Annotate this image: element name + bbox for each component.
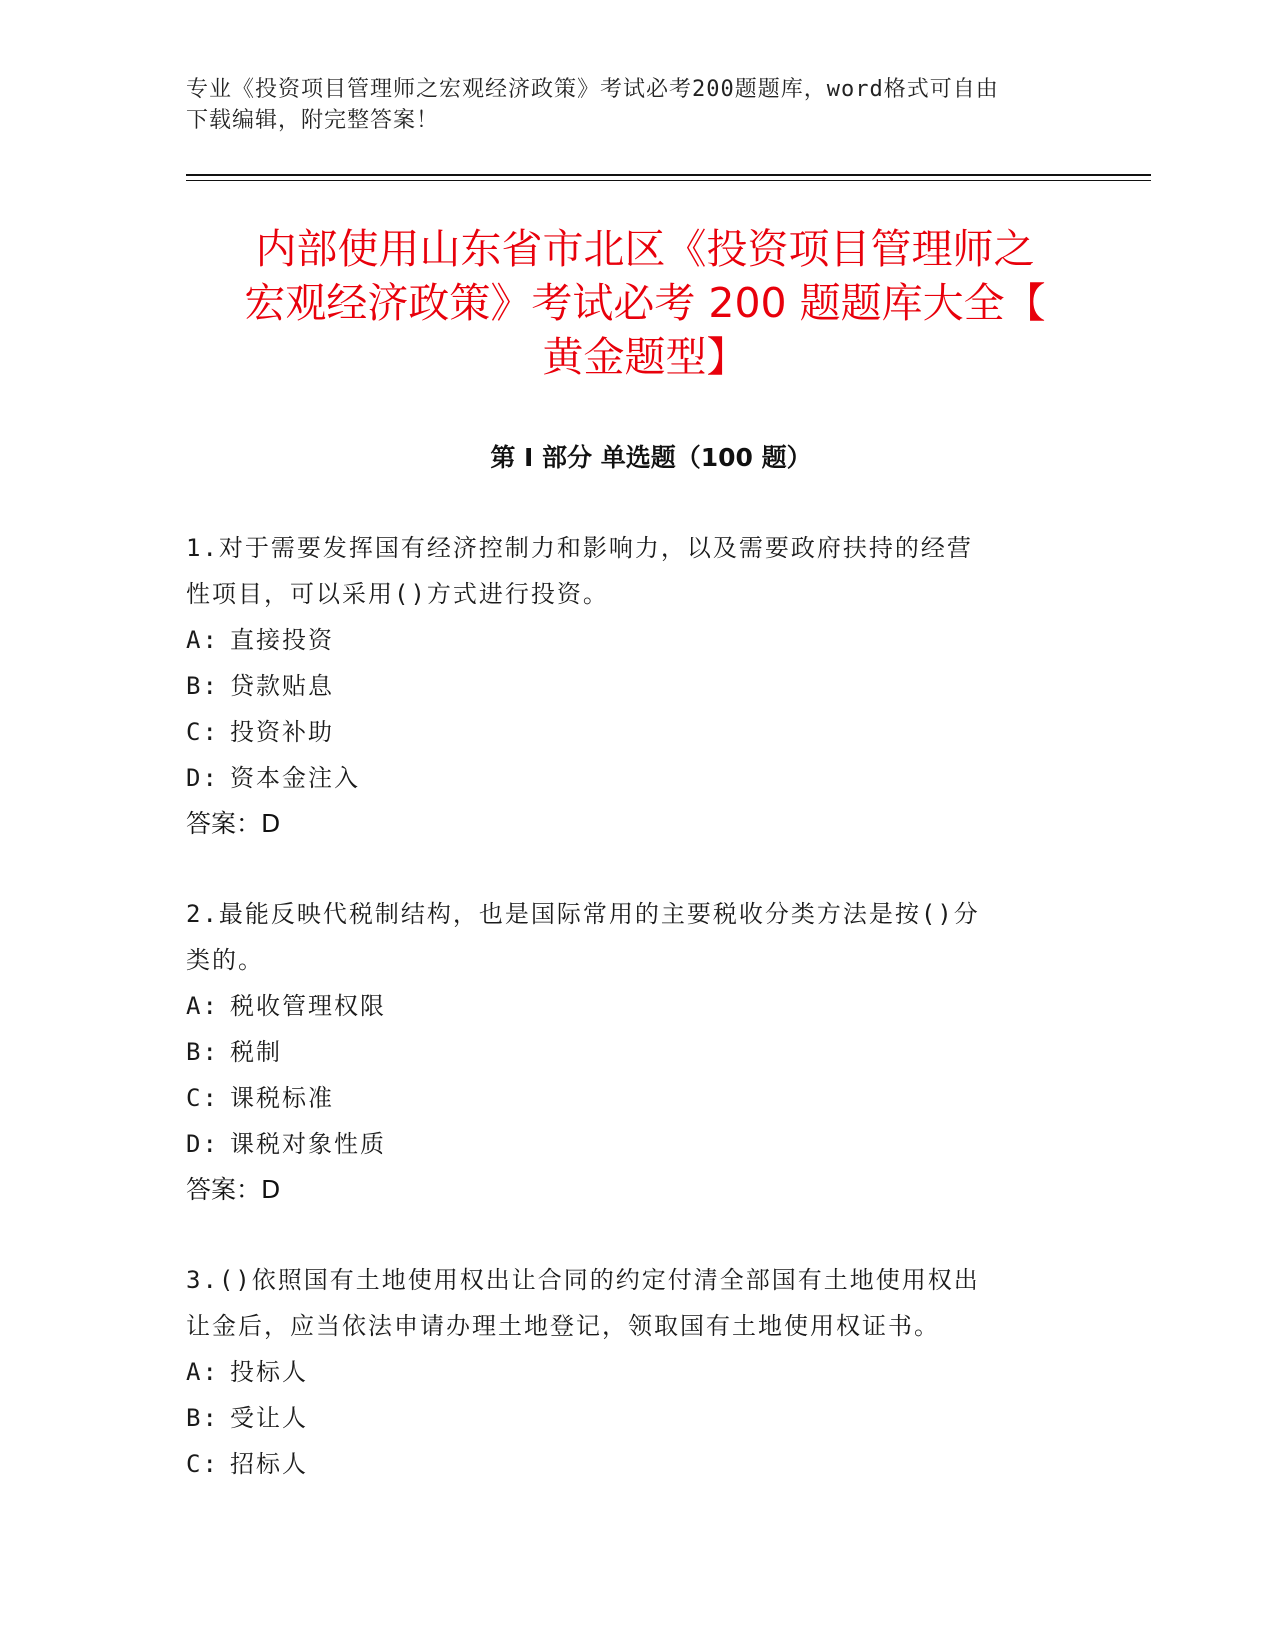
option-b — [186, 663, 1066, 709]
option-letter: A: — [186, 626, 219, 654]
option-letter: B: — [186, 1038, 219, 1066]
option-text: 投资补助 — [230, 718, 334, 746]
option-c — [186, 1075, 1066, 1121]
question-stem-line: 类的。 — [186, 946, 264, 974]
question-list — [186, 525, 1066, 1531]
title-line-2: 宏观经济政策》考试必考 200 题题库大全【 — [244, 279, 1046, 327]
option-letter: A: — [186, 992, 219, 1020]
header-divider-thick — [186, 174, 1151, 176]
option-letter: C: — [186, 1084, 219, 1112]
intro-line-1: 专业《投资项目管理师之宏观经济政策》考试必考200题题库，word格式可自由 — [186, 77, 999, 102]
option-text: 投标人 — [230, 1358, 308, 1386]
question-stem — [186, 525, 1066, 617]
option-text: 直接投资 — [230, 626, 334, 654]
question-stem — [186, 891, 1066, 983]
option-c — [186, 709, 1066, 755]
option-text: 税收管理权限 — [230, 992, 386, 1020]
option-text: 课税标准 — [230, 1084, 334, 1112]
option-letter: D: — [186, 764, 219, 792]
option-a — [186, 1349, 1066, 1395]
option-text: 受让人 — [230, 1404, 308, 1432]
option-letter: B: — [186, 1404, 219, 1432]
option-letter: D: — [186, 1130, 219, 1158]
answer-line: 答案：D — [186, 1175, 281, 1204]
section-heading: 第 I 部分 单选题（100 题） — [490, 443, 812, 472]
title-line-3: 黄金题型】 — [542, 333, 748, 381]
question-item — [186, 1257, 1066, 1487]
option-letter: C: — [186, 1450, 219, 1478]
option-text: 招标人 — [230, 1450, 308, 1478]
option-text: 贷款贴息 — [230, 672, 334, 700]
option-c — [186, 1441, 1066, 1487]
option-text: 税制 — [230, 1038, 282, 1066]
question-item — [186, 891, 1066, 1213]
title-line-1: 内部使用山东省市北区《投资项目管理师之 — [255, 225, 1035, 273]
option-d — [186, 755, 1066, 801]
option-b — [186, 1395, 1066, 1441]
option-a — [186, 617, 1066, 663]
question-stem — [186, 1257, 1066, 1349]
question-stem-line: 3.()依照国有土地使用权出让合同的约定付清全部国有土地使用权出 — [186, 1266, 980, 1294]
answer-line: 答案：D — [186, 809, 281, 838]
question-item — [186, 525, 1066, 847]
option-letter: A: — [186, 1358, 219, 1386]
question-stem-line: 1.对于需要发挥国有经济控制力和影响力，以及需要政府扶持的经营 — [186, 534, 973, 562]
question-stem-line: 让金后，应当依法申请办理土地登记，领取国有土地使用权证书。 — [186, 1312, 940, 1340]
option-letter: B: — [186, 672, 219, 700]
document-intro — [186, 74, 1066, 136]
header-divider-thin — [186, 180, 1151, 181]
option-text: 资本金注入 — [230, 764, 360, 792]
option-a — [186, 983, 1066, 1029]
option-d — [186, 1121, 1066, 1167]
option-text: 课税对象性质 — [230, 1130, 386, 1158]
question-stem-line: 性项目，可以采用()方式进行投资。 — [186, 580, 609, 608]
document-title — [180, 222, 1110, 384]
option-b — [186, 1029, 1066, 1075]
intro-line-2: 下载编辑，附完整答案！ — [186, 108, 440, 133]
question-stem-line: 2.最能反映代税制结构，也是国际常用的主要税收分类方法是按()分 — [186, 900, 980, 928]
option-letter: C: — [186, 718, 219, 746]
